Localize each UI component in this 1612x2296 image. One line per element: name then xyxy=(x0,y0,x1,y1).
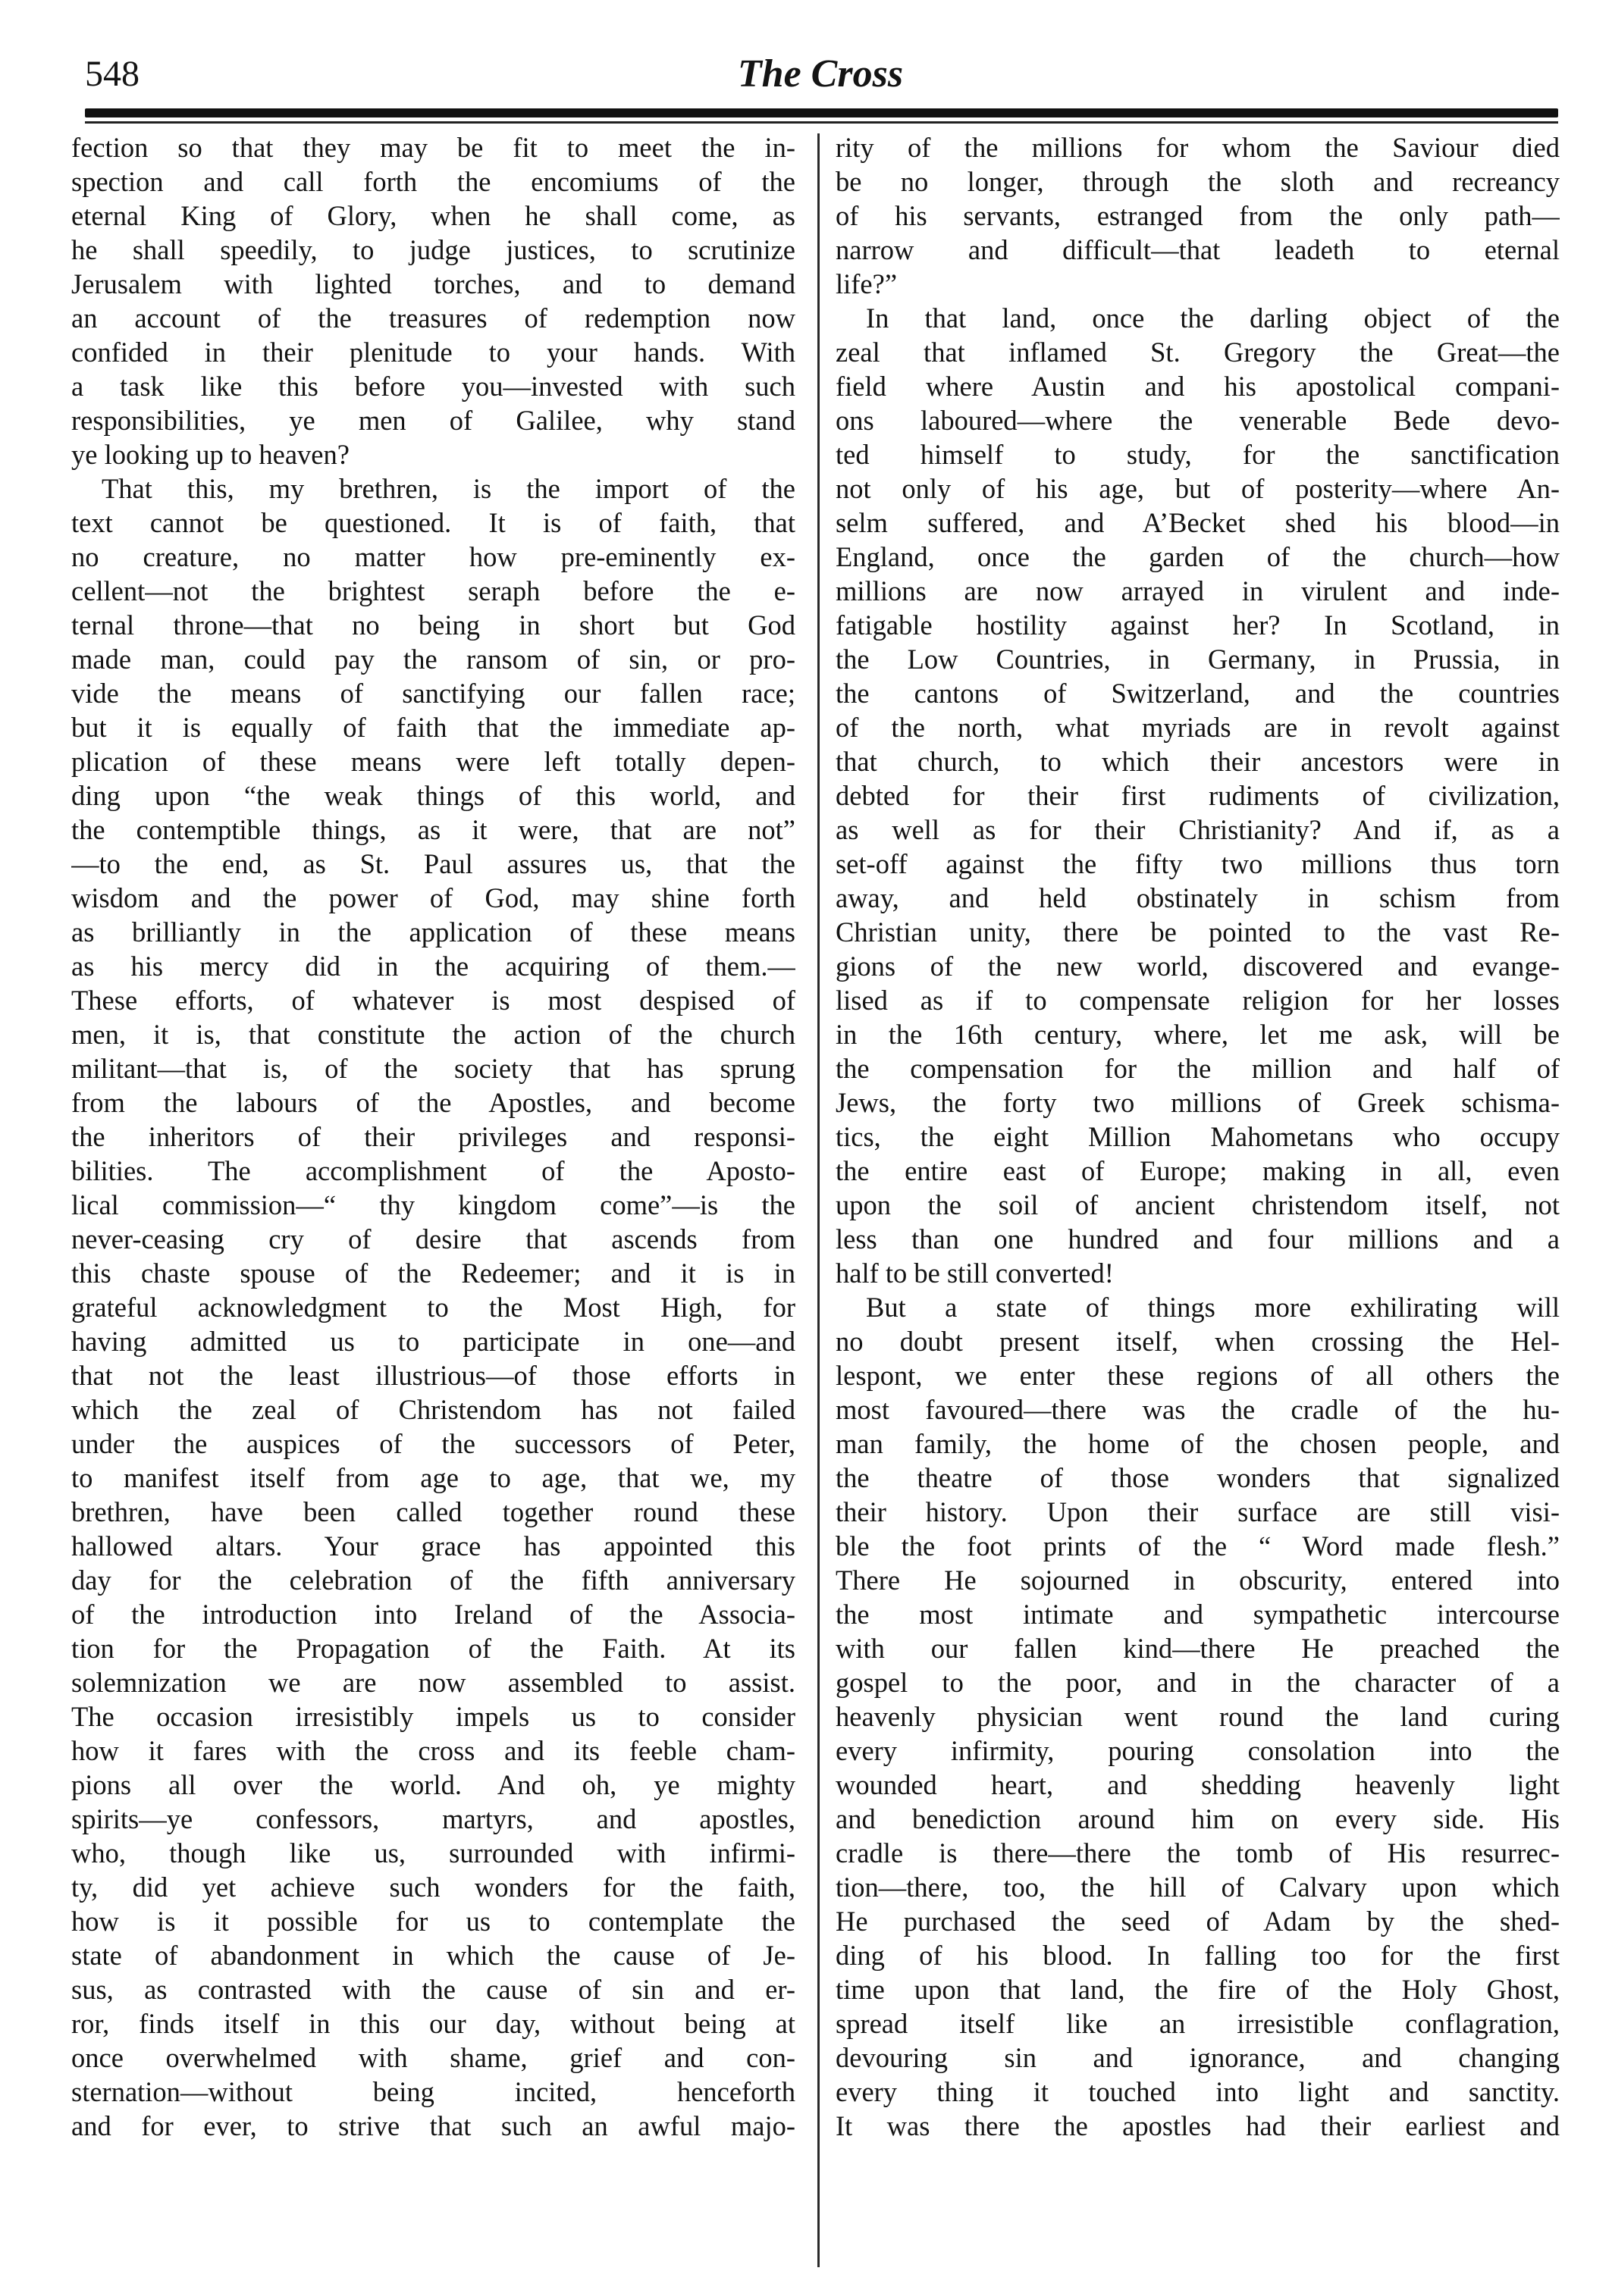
text-line: state of abandonment in which the cause of Je- xyxy=(71,1940,795,1971)
text-line: solemnization we are now assembled to assist. xyxy=(71,1667,795,1698)
text-line: and for ever, to strive that such an awful majo- xyxy=(71,2110,795,2141)
text-line: away, and held obstinately in schism from xyxy=(836,882,1560,913)
text-line: with our fallen kind—there He preached the xyxy=(836,1633,1560,1664)
text-line: It was there the apostles had their earliest and xyxy=(836,2110,1560,2141)
text-line: There He sojourned in obscurity, entered into xyxy=(836,1565,1560,1596)
text-line: responsibilities, ye men of Galilee, why stand xyxy=(71,405,795,436)
right-column xyxy=(836,130,1560,2276)
text-line: under the auspices of the successors of Peter, xyxy=(71,1428,795,1459)
text-line: that church, to which their ancestors were in xyxy=(836,746,1560,777)
text-line: tics, the eight Million Mahometans who occupy xyxy=(836,1121,1560,1152)
running-title: The Cross xyxy=(737,52,904,96)
text-line: that not the least illustrious—of those efforts in xyxy=(71,1360,795,1391)
text-line: who, though like us, surrounded with infirmi- xyxy=(71,1837,795,1868)
text-line: once overwhelmed with shame, grief and con- xyxy=(71,2042,795,2073)
text-line: hallowed altars. Your grace has appointed this xyxy=(71,1530,795,1561)
text-line: half to be still converted! xyxy=(836,1258,1114,1289)
text-line: brethren, have been called together round these xyxy=(71,1496,795,1527)
text-line: Jerusalem with lighted torches, and to demand xyxy=(71,268,795,299)
text-line: England, once the garden of the church—how xyxy=(836,541,1560,572)
text-line: this chaste spouse of the Redeemer; and it is in xyxy=(71,1258,795,1289)
text-line: the entire east of Europe; making in all, even xyxy=(836,1155,1560,1186)
text-line: field where Austin and his apostolical compani- xyxy=(836,371,1560,402)
text-line: cradle is there—there the tomb of His resurrec- xyxy=(836,1837,1560,1868)
text-line: fection so that they may be fit to meet the in- xyxy=(71,132,795,163)
text-line: no doubt present itself, when crossing the Hel- xyxy=(836,1326,1560,1357)
column-divider xyxy=(817,133,820,2267)
text-line: which the zeal of Christendom has not failed xyxy=(71,1394,795,1425)
header-rule-thin xyxy=(85,121,1558,124)
text-line: the most intimate and sympathetic intercourse xyxy=(836,1599,1560,1630)
text-line: every thing it touched into light and sanctity. xyxy=(836,2076,1560,2107)
text-line: no creature, no matter how pre-eminently ex- xyxy=(71,541,795,572)
text-line: lespont, we enter these regions of all others the xyxy=(836,1360,1560,1391)
text-line: plication of these means were left totally depen- xyxy=(71,746,795,777)
text-line: he shall speedily, to judge justices, to scrutinize xyxy=(71,234,795,265)
text-line: of the north, what myriads are in revolt against xyxy=(836,712,1560,743)
text-line: ding upon “the weak things of this world, and xyxy=(71,780,795,811)
text-line: lised as if to compensate religion for her losses xyxy=(836,985,1560,1016)
text-line: —to the end, as St. Paul assures us, that the xyxy=(71,848,795,879)
text-line: eternal King of Glory, when he shall come, as xyxy=(71,200,795,231)
text-line: and benediction around him on every side. His xyxy=(836,1803,1560,1834)
text-line: wisdom and the power of God, may shine forth xyxy=(71,882,795,913)
text-line: set-off against the fifty two millions thus torn xyxy=(836,848,1560,879)
text-line: militant—that is, of the society that has sprung xyxy=(71,1053,795,1084)
text-line: selm suffered, and A’Becket shed his blood—in xyxy=(836,507,1560,538)
text-line: the contemptible things, as it were, that are not” xyxy=(71,814,795,845)
text-line: gospel to the poor, and in the character of a xyxy=(836,1667,1560,1698)
text-line: of the introduction into Ireland of the Associa- xyxy=(71,1599,795,1630)
text-line: as brilliantly in the application of these means xyxy=(71,916,795,948)
text-line: men, it is, that constitute the action of the church xyxy=(71,1019,795,1050)
text-line: bilities. The accomplishment of the Aposto- xyxy=(71,1155,795,1186)
text-line: ding of his blood. In falling too for the first xyxy=(836,1940,1560,1971)
text-line: spirits—ye confessors, martyrs, and apostles, xyxy=(71,1803,795,1834)
text-line: tion—there, too, the hill of Calvary upon which xyxy=(836,1872,1560,1903)
text-line: most favoured—there was the cradle of the hu- xyxy=(836,1394,1560,1425)
text-line: of his servants, estranged from the only path— xyxy=(836,200,1560,231)
text-line: as his mercy did in the acquiring of them.— xyxy=(71,951,795,982)
text-line: vide the means of sanctifying our fallen race; xyxy=(71,678,795,709)
text-line: an account of the treasures of redemption now xyxy=(71,302,795,334)
page-number: 548 xyxy=(85,54,140,94)
text-line: grateful acknowledgment to the Most High, for xyxy=(71,1292,795,1323)
text-line: cellent—not the brightest seraph before the e- xyxy=(71,575,795,606)
text-line: how it fares with the cross and its feeble cham- xyxy=(71,1735,795,1766)
text-line: upon the soil of ancient christendom itself, not xyxy=(836,1189,1560,1220)
text-line: life?” xyxy=(836,268,898,299)
text-line: the cantons of Switzerland, and the countries xyxy=(836,678,1560,709)
text-line: never-ceasing cry of desire that ascends from xyxy=(71,1223,795,1254)
text-line: lical commission—“ thy kingdom come”—is the xyxy=(71,1189,795,1220)
text-line: spread itself like an irresistible conflagration, xyxy=(836,2008,1560,2039)
text-line: the theatre of those wonders that signalized xyxy=(836,1462,1560,1493)
text-line: confided in their plenitude to your hands. With xyxy=(71,337,795,368)
text-line: having admitted us to participate in one—and xyxy=(71,1326,795,1357)
text-line: sternation—without being incited, henceforth xyxy=(71,2076,795,2107)
text-line: ble the foot prints of the “ Word made flesh.” xyxy=(836,1530,1560,1561)
text-line: fatigable hostility against her? In Scotland, in xyxy=(836,609,1560,641)
text-line: Jews, the forty two millions of Greek schisma- xyxy=(836,1087,1560,1118)
text-line: That this, my brethren, is the import of the xyxy=(102,473,795,504)
text-line: heavenly physician went round the land curing xyxy=(836,1701,1560,1732)
text-line: zeal that inflamed St. Gregory the Great—the xyxy=(836,337,1560,368)
text-line: man family, the home of the chosen people, and xyxy=(836,1428,1560,1459)
text-line: the inheritors of their privileges and responsi- xyxy=(71,1121,795,1152)
text-line: rity of the millions for whom the Saviour died xyxy=(836,132,1560,163)
text-line: Christian unity, there be pointed to the vast Re- xyxy=(836,916,1560,948)
text-line: The occasion irresistibly impels us to consider xyxy=(71,1701,795,1732)
text-line: be no longer, through the sloth and recreancy xyxy=(836,166,1560,197)
text-line: But a state of things more exhilirating will xyxy=(866,1292,1560,1323)
text-line: millions are now arrayed in virulent and inde- xyxy=(836,575,1560,606)
text-line: the compensation for the million and half of xyxy=(836,1053,1560,1084)
left-column xyxy=(71,130,795,2276)
text-line: how is it possible for us to contemplate the xyxy=(71,1906,795,1937)
text-line: in the 16th century, where, let me ask, will be xyxy=(836,1019,1560,1050)
text-line: every infirmity, pouring consolation into the xyxy=(836,1735,1560,1766)
text-line: ted himself to study, for the sanctification xyxy=(836,439,1560,470)
text-line: In that land, once the darling object of the xyxy=(866,302,1560,334)
text-line: ye looking up to heaven? xyxy=(71,439,350,470)
text-line: less than one hundred and four millions and a xyxy=(836,1223,1560,1254)
text-line: from the labours of the Apostles, and become xyxy=(71,1087,795,1118)
text-line: text cannot be questioned. It is of faith, that xyxy=(71,507,795,538)
text-line: the Low Countries, in Germany, in Prussia, in xyxy=(836,644,1560,675)
text-line: ternal throne—that no being in short but God xyxy=(71,609,795,641)
header-rule xyxy=(85,108,1558,117)
text-line: tion for the Propagation of the Faith. At its xyxy=(71,1633,795,1664)
text-line: a task like this before you—invested with such xyxy=(71,371,795,402)
text-line: made man, could pay the ransom of sin, or pro- xyxy=(71,644,795,675)
text-line: narrow and difficult—that leadeth to eternal xyxy=(836,234,1560,265)
text-line: He purchased the seed of Adam by the shed- xyxy=(836,1906,1560,1937)
text-line: ty, did yet achieve such wonders for the faith, xyxy=(71,1872,795,1903)
text-line: their history. Upon their surface are still visi- xyxy=(836,1496,1560,1527)
text-line: wounded heart, and shedding heavenly light xyxy=(836,1769,1560,1800)
page-header xyxy=(85,47,1556,102)
text-line: devouring sin and ignorance, and changing xyxy=(836,2042,1560,2073)
text-line: These efforts, of whatever is most despised of xyxy=(71,985,795,1016)
text-line: ons laboured—where the venerable Bede devo- xyxy=(836,405,1560,436)
text-line: ror, finds itself in this our day, without being at xyxy=(71,2008,795,2039)
text-line: sus, as contrasted with the cause of sin and er- xyxy=(71,1974,795,2005)
text-line: but it is equally of faith that the immediate ap- xyxy=(71,712,795,743)
text-line: not only of his age, but of posterity—where An- xyxy=(836,473,1560,504)
text-line: spection and call forth the encomiums of the xyxy=(71,166,795,197)
text-line: time upon that land, the fire of the Holy Ghost, xyxy=(836,1974,1560,2005)
text-line: to manifest itself from age to age, that we, my xyxy=(71,1462,795,1493)
text-line: debted for their first rudiments of civilization, xyxy=(836,780,1560,811)
text-line: gions of the new world, discovered and evange- xyxy=(836,951,1560,982)
text-line: pions all over the world. And oh, ye mighty xyxy=(71,1769,795,1800)
text-line: as well as for their Christianity? And if, as a xyxy=(836,814,1560,845)
text-line: day for the celebration of the fifth anniversary xyxy=(71,1565,795,1596)
